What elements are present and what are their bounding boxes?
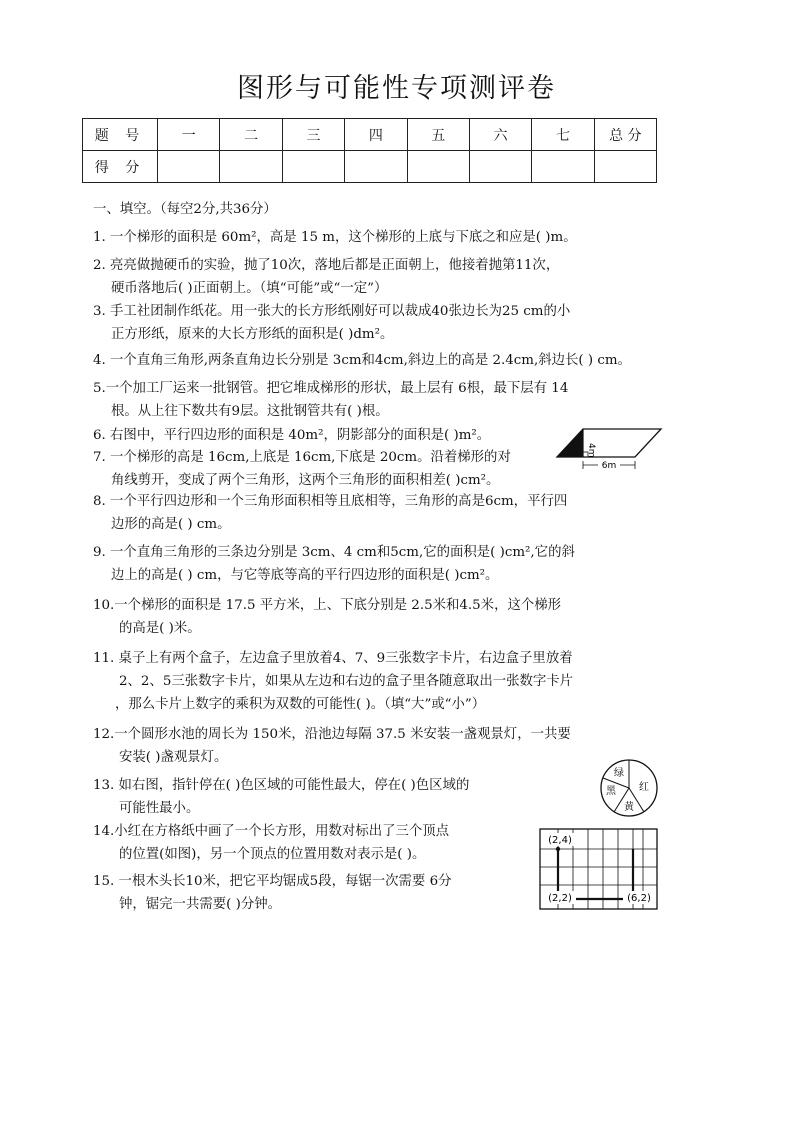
question-4 [93, 349, 631, 372]
question-line: 8. 一个平行四边形和一个三角形面积相等且底相等，三角形的高是6cm，平行四 [93, 494, 568, 509]
question-3 [93, 300, 570, 346]
question-line: 3. 手工社团制作纸花。用一张大的长方形纸刚好可以裁成40张边长为25 cm的小 [93, 304, 571, 319]
score-header-row [83, 119, 657, 151]
question-line: 7. 一个梯形的高是 16cm,上底是 16cm,下底是 20cm。沿着梯形的对 [93, 450, 511, 465]
sector-label-yellow: 黄 [624, 802, 634, 813]
height-label: 4m [586, 443, 596, 458]
question-line: 2. 亮亮做抛硬币的实验，抛了10次，落地后都是正面朝上，他接着抛第11次， [93, 258, 560, 273]
question-line: 2、2、5三张数字卡片，如果从左边和右边的盒子里各随意取出一张数字卡片 [119, 674, 574, 689]
sector-label-black: 黑 [606, 786, 616, 797]
question-line: 4. 一个直角三角形,两条直角边长分别是 3cm和4cm,斜边上的高是 2.4cm,斜边长( ) cm。 [93, 353, 631, 368]
question-14 [93, 820, 449, 866]
question-line: 根。从上往下数共有9层。这批钢管共有( )根。 [111, 404, 389, 419]
question-line: 正方形纸，原来的大长方形纸的面积是( )dm²。 [111, 327, 394, 342]
question-15 [93, 870, 451, 916]
question-line: 6. 右图中，平行四边形的面积是 40m²，阴影部分的面积是( )m²。 [93, 428, 491, 443]
sector-label-red: 红 [639, 782, 649, 793]
score-cell[interactable] [532, 151, 594, 183]
score-cell[interactable] [594, 151, 656, 183]
score-cell[interactable] [469, 151, 531, 183]
question-line: 15. 一根木头长10米，把它平均锯成5段，每锯一次需要 6分 [93, 874, 452, 889]
question-line: 边形的高是( ) cm。 [111, 517, 231, 532]
score-row-label: 得 分 [83, 151, 158, 183]
vertex-label: (6,2) [627, 893, 651, 904]
score-header-cell: 六 [469, 119, 531, 151]
question-13 [93, 774, 469, 820]
question-line: 1. 一个梯形的面积是 60m²，高是 15 m，这个梯形的上底与下底之和应是( )m。 [93, 230, 577, 245]
vertex-point [556, 847, 560, 851]
question-8 [93, 490, 567, 536]
question-line: 安装( )盏观景灯。 [119, 750, 228, 765]
question-11 [93, 647, 573, 716]
question-line: 9. 一个直角三角形的三条边分别是 3cm、4 cm和5cm,它的面积是( )cm²,它的斜 [93, 545, 575, 560]
question-line: 5.一个加工厂运来一批钢管。把它堆成梯形的形状，最上层有 6根，最下层有 14 [93, 381, 569, 396]
score-header-cell: 二 [220, 119, 282, 151]
question-line: 的高是( )米。 [119, 621, 201, 636]
score-cell[interactable] [158, 151, 220, 183]
question-line: ，那么卡片上数字的乘积为双数的可能性( )。（填“大”或“小”） [115, 697, 486, 712]
score-cell[interactable] [407, 151, 469, 183]
question-line: 10.一个梯形的面积是 17.5 平方米，上、下底分别是 2.5米和4.5米，这个梯形 [93, 598, 562, 613]
question-6 [93, 424, 490, 447]
question-line: 的位置(如图)，另一个顶点的位置用数对表示是( )。 [119, 847, 426, 862]
question-line: 14.小红在方格纸中画了一个长方形，用数对标出了三个顶点 [93, 824, 450, 839]
score-header-cell: 七 [532, 119, 594, 151]
question-line: 13. 如右图，指针停在( )色区域的可能性最大，停在( )色区域的 [93, 778, 470, 793]
parallelogram-figure [553, 426, 665, 472]
score-cell[interactable] [220, 151, 282, 183]
score-header-total: 总 分 [594, 119, 656, 151]
score-header-cell: 一 [158, 119, 220, 151]
question-9 [93, 541, 575, 587]
question-line: 钟，锯完一共需要( )分钟。 [119, 897, 282, 912]
section-heading: 一、填空。（每空2分,共36分） [93, 202, 277, 217]
question-5 [93, 377, 568, 423]
score-table [82, 118, 657, 183]
score-header-cell: 三 [282, 119, 344, 151]
question-7 [93, 446, 511, 492]
question-12 [93, 723, 571, 769]
score-header-cell: 四 [345, 119, 407, 151]
score-header-cell: 五 [407, 119, 469, 151]
question-line: 边上的高是( ) cm，与它等底等高的平行四边形的面积是( )cm²。 [111, 568, 499, 583]
question-line: 12.一个圆形水池的周长为 150米，沿池边每隔 37.5 米安装一盏观景灯，一共要 [93, 727, 571, 742]
vertex-label: (2,4) [548, 835, 572, 846]
vertex-label: (2,2) [548, 893, 572, 904]
base-label: 6m [601, 461, 617, 471]
spinner-figure [598, 757, 660, 819]
question-line: 可能性最小。 [119, 801, 200, 816]
page-title: 图形与可能性专项测评卷 [237, 73, 556, 104]
question-line: 11. 桌子上有两个盒子，左边盒子里放着4、7、9三张数字卡片，右边盒子里放着 [93, 651, 573, 666]
score-cell[interactable] [345, 151, 407, 183]
question-10 [93, 594, 561, 640]
grid-figure [538, 827, 660, 911]
sector-label-green: 绿 [614, 768, 624, 779]
question-line: 角线剪开，变成了两个三角形，这两个三角形的面积相差( )cm²。 [111, 473, 500, 488]
question-2 [93, 254, 559, 300]
score-cell[interactable] [282, 151, 344, 183]
question-line: 硬币落地后( )正面朝上。（填“可能”或“一定”） [111, 281, 388, 296]
question-1 [93, 226, 577, 249]
score-header-label: 题 号 [83, 119, 158, 151]
score-row [83, 151, 657, 183]
